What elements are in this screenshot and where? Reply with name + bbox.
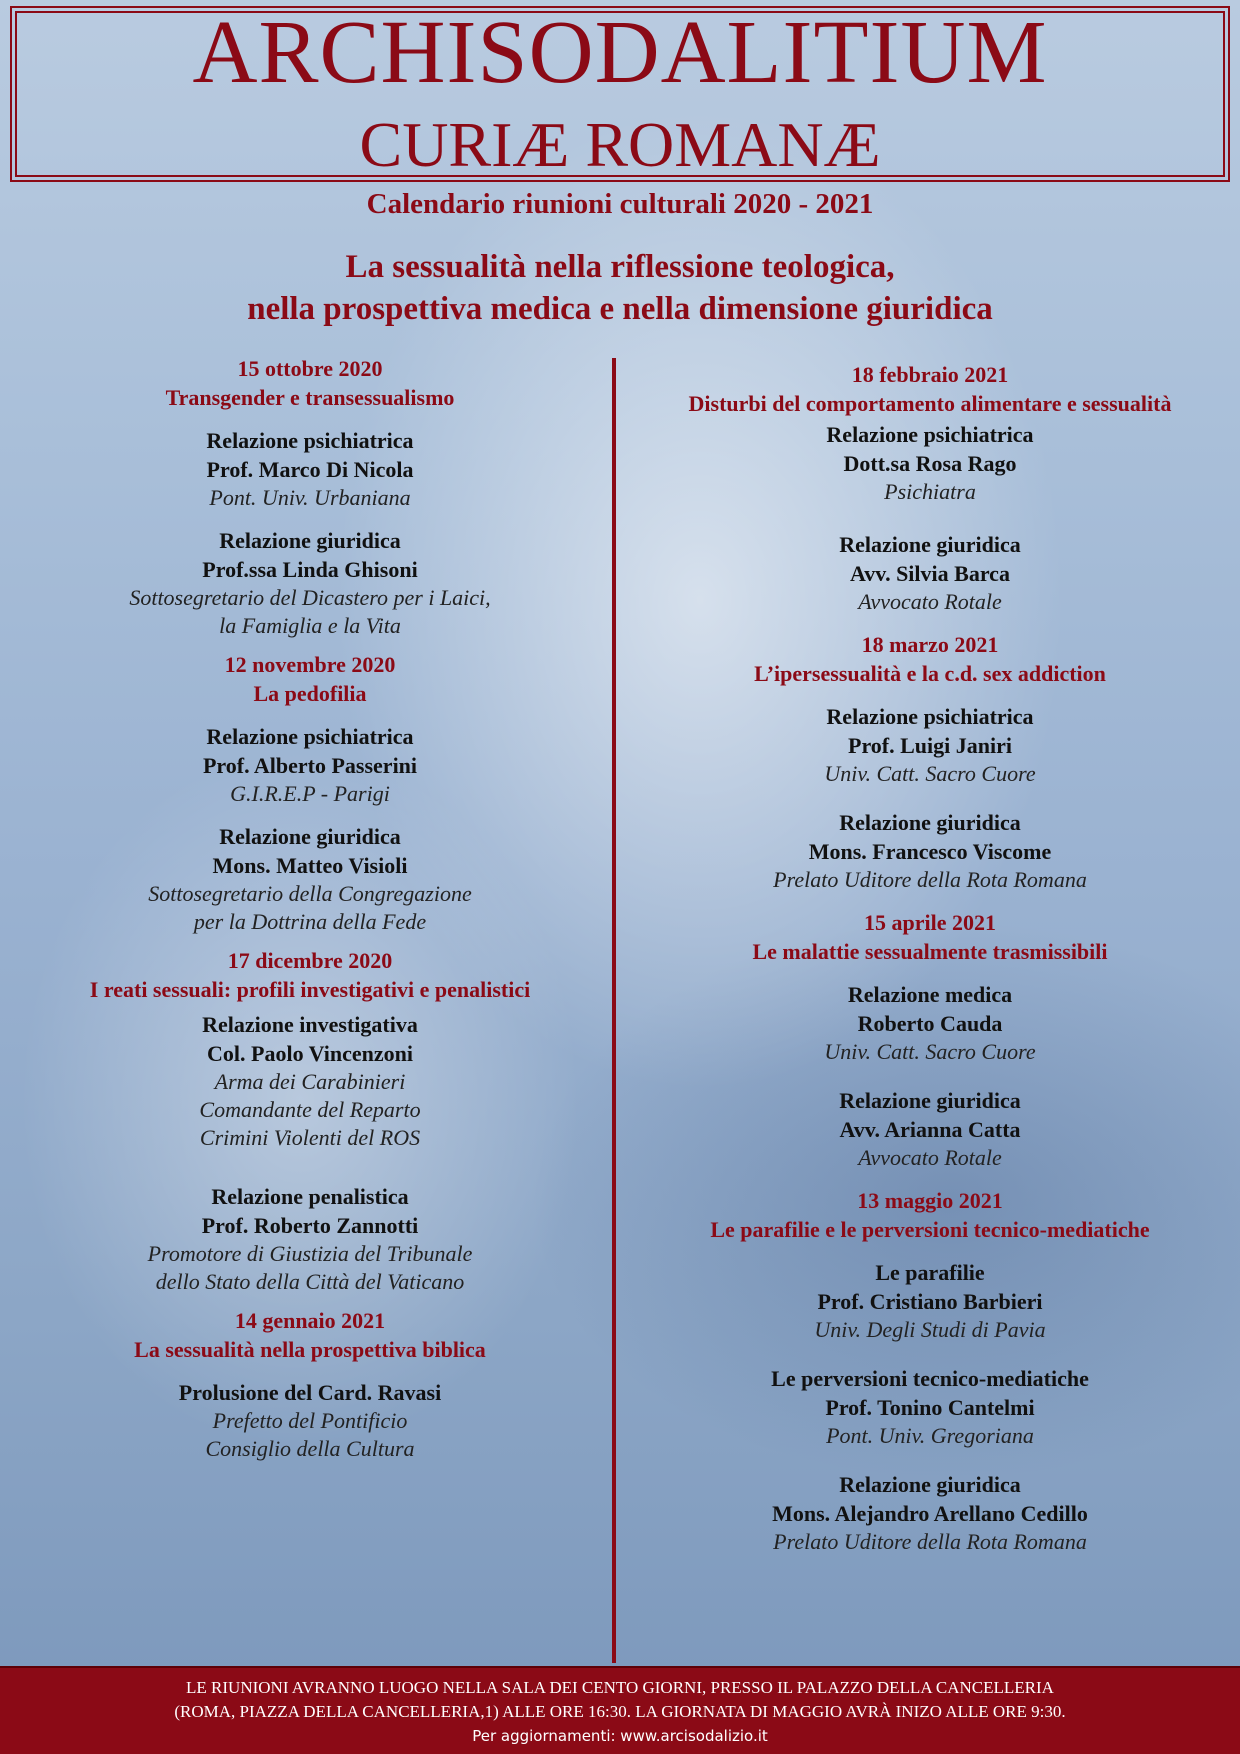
event-12-novembre — [40, 650, 580, 936]
subtitle: Calendario riunioni culturali 2020 - 2021 — [366, 188, 874, 220]
speaker: Prof. Tonino Cantelmi — [825, 1395, 1035, 1420]
affiliation: Arma dei Carabinieri — [214, 1069, 406, 1094]
event-topic: Disturbi del comportamento alimentare e sessualità — [688, 391, 1172, 416]
talk — [640, 808, 1220, 894]
talk — [640, 420, 1220, 506]
talk-title: Relazione psichiatrica — [206, 724, 414, 749]
speaker: Prof. Luigi Janiri — [848, 733, 1012, 758]
talk-title: Relazione giuridica — [839, 1088, 1021, 1113]
talk — [640, 530, 1220, 616]
title-line1: ARCHISODALITIUM — [192, 3, 1048, 102]
affiliation: Pont. Univ. Urbaniana — [209, 485, 411, 510]
talk-title: Relazione investigativa — [202, 1012, 418, 1037]
event-18-febbraio — [640, 360, 1220, 616]
affiliation: G.I.R.E.P - Parigi — [230, 781, 390, 806]
affiliation: Comandante del Reparto — [199, 1097, 421, 1122]
event-date: 12 novembre 2020 — [224, 652, 396, 677]
affiliation: Avvocato Rotale — [858, 1145, 1002, 1170]
speaker: Prof. Cristiano Barbieri — [817, 1289, 1043, 1314]
talk-title: Relazione giuridica — [839, 1472, 1021, 1497]
speaker: Roberto Cauda — [857, 1011, 1003, 1036]
talk — [40, 822, 580, 936]
event-topic: Le parafilie e le perversioni tecnico-mediatiche — [710, 1217, 1150, 1242]
talk — [640, 702, 1220, 788]
event-15-ottobre — [40, 354, 580, 640]
talk — [40, 426, 580, 512]
title-line2: CURIÆ ROMANÆ — [359, 109, 881, 180]
talk — [640, 1470, 1220, 1556]
talk — [40, 526, 580, 640]
event-date: 15 ottobre 2020 — [237, 356, 383, 381]
talk-title: Relazione psichiatrica — [826, 704, 1034, 729]
speaker: Avv. Arianna Catta — [839, 1117, 1021, 1142]
affiliation: Univ. Degli Studi di Pavia — [814, 1317, 1046, 1342]
talk — [40, 722, 580, 808]
speaker: Mons. Matteo Visioli — [212, 853, 408, 878]
speaker: Mons. Alejandro Arellano Cedillo — [772, 1501, 1088, 1526]
theme-heading — [0, 246, 1240, 330]
talk-title: Relazione medica — [847, 982, 1013, 1007]
event-date: 14 gennaio 2021 — [234, 1308, 386, 1333]
event-14-gennaio — [40, 1306, 580, 1463]
event-18-marzo — [640, 630, 1220, 894]
event-topic: Transgender e transessualismo — [165, 385, 455, 410]
event-date: 15 aprile 2021 — [864, 910, 996, 935]
event-topic: Le malattie sessualmente trasmissibili — [752, 939, 1108, 964]
theme-line2: nella prospettiva medica e nella dimensione giuridica — [247, 291, 993, 327]
affiliation: Prelato Uditore della Rota Romana — [773, 1529, 1087, 1554]
affiliation: la Famiglia e la Vita — [219, 613, 401, 638]
speaker: Prof. Roberto Zannotti — [201, 1213, 419, 1238]
footer-line1: LE RIUNIONI AVRANNO LUOGO NELLA SALA DEI CENTO GIORNI, PRESSO IL PALAZZO DELLA CANCELLERIA — [186, 1678, 1054, 1697]
event-date: 18 marzo 2021 — [861, 632, 999, 657]
talk — [640, 980, 1220, 1066]
event-15-aprile — [640, 908, 1220, 1172]
talk — [40, 1378, 580, 1463]
affiliation: Univ. Catt. Sacro Cuore — [824, 1039, 1036, 1064]
affiliation: per la Dottrina della Fede — [193, 909, 427, 934]
talk — [640, 1364, 1220, 1450]
talk-title: Prolusione del Card. Ravasi — [178, 1380, 442, 1405]
affiliation: Avvocato Rotale — [858, 589, 1002, 614]
talk-title: Relazione penalistica — [211, 1184, 409, 1209]
talk-title: Relazione giuridica — [839, 810, 1021, 835]
affiliation: Psichiatra — [884, 479, 976, 504]
talk-title: Relazione psichiatrica — [826, 422, 1034, 447]
event-date: 13 maggio 2021 — [857, 1188, 1003, 1213]
talk-title: Le parafilie — [875, 1260, 985, 1285]
speaker: Dott.sa Rosa Rago — [843, 451, 1017, 476]
talk-title: Le perversioni tecnico-mediatiche — [771, 1366, 1089, 1391]
talk-title: Relazione psichiatrica — [206, 428, 414, 453]
talk-title: Relazione giuridica — [219, 824, 401, 849]
event-17-dicembre — [40, 946, 580, 1296]
talk-title: Relazione giuridica — [219, 528, 401, 553]
talk-title: Relazione giuridica — [839, 532, 1021, 557]
affiliation: Consiglio della Cultura — [205, 1436, 415, 1461]
talk — [640, 1258, 1220, 1344]
column-divider — [612, 358, 616, 1663]
footer-updates-link[interactable]: Per aggiornamenti: www.arcisodalizio.it — [472, 1727, 768, 1745]
speaker: Avv. Silvia Barca — [850, 561, 1010, 586]
theme-line1: La sessualità nella riflessione teologica, — [345, 249, 895, 285]
event-topic: I reati sessuali: profili investigativi e penalistici — [89, 977, 531, 1002]
talk — [40, 1182, 580, 1296]
footer-line2: (ROMA, PIAZZA DELLA CANCELLERIA,1) ALLE ORE 16:30. LA GIORNATA DI MAGGIO AVRÀ INIZO ALLE ORE 9:30. — [174, 1702, 1066, 1721]
affiliation: Pont. Univ. Gregoriana — [826, 1423, 1034, 1448]
affiliation: Promotore di Giustizia del Tribunale — [147, 1241, 473, 1266]
event-topic: L’ipersessualità e la c.d. sex addiction — [754, 661, 1106, 686]
talk — [40, 1010, 580, 1152]
speaker: Prof.ssa Linda Ghisoni — [202, 557, 418, 582]
talk — [640, 1086, 1220, 1172]
event-date: 17 dicembre 2020 — [227, 948, 393, 973]
speaker: Prof. Alberto Passerini — [202, 753, 418, 778]
event-topic: La sessualità nella prospettiva biblica — [134, 1337, 486, 1362]
affiliation: Univ. Catt. Sacro Cuore — [824, 761, 1036, 786]
speaker: Col. Paolo Vincenzoni — [207, 1041, 413, 1066]
affiliation: Sottosegretario del Dicastero per i Laici, — [129, 585, 491, 610]
event-topic: La pedofilia — [253, 681, 367, 706]
affiliation: dello Stato della Città del Vaticano — [155, 1269, 465, 1294]
affiliation: Prefetto del Pontificio — [212, 1408, 408, 1433]
speaker: Prof. Marco Di Nicola — [206, 457, 414, 482]
affiliation: Crimini Violenti del ROS — [199, 1125, 421, 1150]
footer-banner — [0, 1666, 1240, 1754]
right-column — [640, 360, 1220, 1562]
speaker: Mons. Francesco Viscome — [808, 839, 1052, 864]
left-column — [40, 354, 580, 1469]
event-date: 18 febbraio 2021 — [851, 362, 1009, 387]
affiliation: Prelato Uditore della Rota Romana — [773, 867, 1087, 892]
event-13-maggio — [640, 1186, 1220, 1556]
affiliation: Sottosegretario della Congregazione — [148, 881, 472, 906]
